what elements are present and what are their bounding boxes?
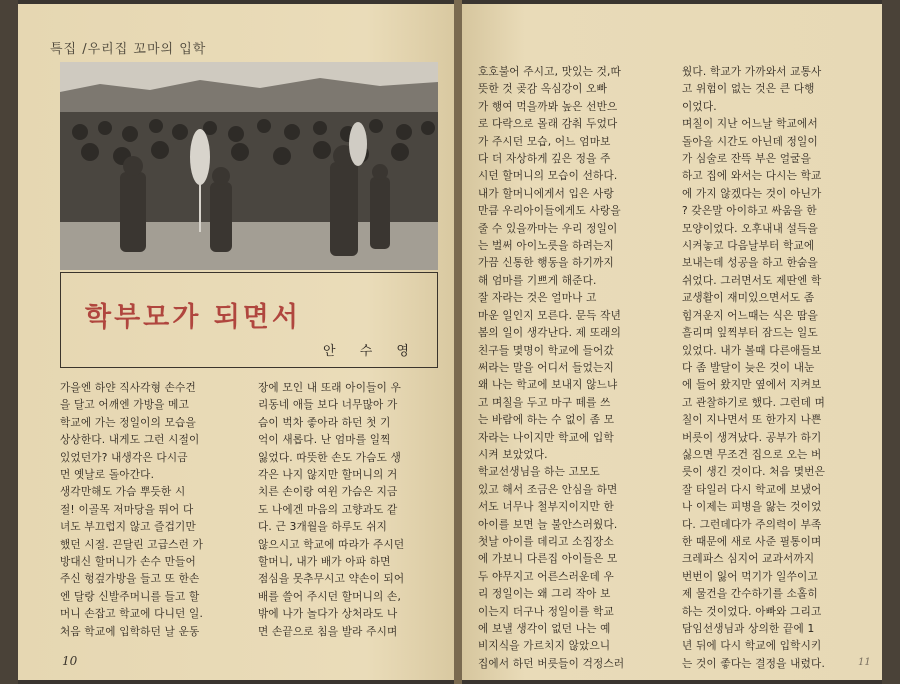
text-line: 보내는데 성공을 하고 한숨을 <box>682 257 818 270</box>
article-author: 안 수 영 <box>323 344 419 359</box>
text-line: 이는지 더구나 정일이를 학교 <box>478 605 614 618</box>
text-line: 에 보낼 생각이 없던 나는 예 <box>478 623 611 635</box>
text-line: 가 주시던 모습, 어느 엄마보 <box>478 135 611 148</box>
text-line: 릇이 생긴 것이다. 처음 몇번은 <box>682 466 826 479</box>
text-line: 않으시고 학교에 따라가 주시던 <box>258 538 405 551</box>
text-line: 하고 집에 와서는 다시는 학교 <box>682 170 822 183</box>
section-label: 특집 /우리집 꼬마의 입학 <box>50 42 207 57</box>
text-line: 크레파스 심지어 교과서까지 <box>682 553 815 566</box>
text-line: 뜻한 것 곶감 옥심강이 오빠 <box>478 83 608 96</box>
text-line: 나 이제는 피병을 앓는 것이었 <box>682 501 822 514</box>
text-line: 호호불어 주시고, 맛있는 것,따 <box>478 66 622 78</box>
text-line: 잘 자라는 것은 얼마나 고 <box>478 292 597 305</box>
text-line: 만큼 우리아이들에게도 사랑을 <box>478 205 621 218</box>
body-column-4 <box>682 64 872 673</box>
text-line: 칠이 지나면서 또 한가지 나쁜 <box>682 414 822 427</box>
text-line: 집에서 하던 버릇들이 걱정스러 <box>478 657 625 670</box>
text-line: 잃었다. 따뜻한 손도 가슴도 생 <box>258 451 402 464</box>
text-line: 해 엄마를 기쁘게 해준다. <box>478 274 597 287</box>
article-title-box <box>60 272 438 368</box>
text-line: 다. 근 3개월을 하루도 쉬지 <box>258 521 388 534</box>
text-line: 에 들어 왔지만 옆에서 지켜보 <box>682 379 822 392</box>
text-line: 돌아올 시간도 아닌데 정일이 <box>682 135 818 148</box>
text-line: 처음 학교에 입학하던 날 운동 <box>60 625 200 638</box>
page-number-right: 11 <box>858 657 871 668</box>
text-line: 첫날 아이를 데리고 소집장소 <box>478 535 614 548</box>
text-line: 밖에 나가 놀다가 상처라도 나 <box>258 608 398 621</box>
text-line: 시켜놓고 다음날부터 학교에 <box>682 240 815 253</box>
text-line: ? 갖은말 아이하고 싸움을 한 <box>682 205 817 218</box>
text-line: 교생활이 재미있으면서도 좀 <box>682 292 815 305</box>
text-line: 는 벌써 아이노릇을 하려는지 <box>478 240 614 253</box>
text-line: 절! 이골목 저마당을 뛰어 다 <box>60 503 194 516</box>
text-line: 쉬었다. 그러면서도 제딴엔 학 <box>682 274 822 287</box>
text-line: 고 관찰하기로 했다. 그런데 며 <box>682 396 826 409</box>
text-line: 에 가보니 다른집 아이들은 모 <box>478 553 618 566</box>
text-line: 학교선생님을 하는 고모도 <box>478 466 600 479</box>
text-line: 하는 것이었다. 아빠와 그리고 <box>682 605 822 618</box>
text-line: 각은 나지 않지만 할머니의 거 <box>258 469 398 482</box>
text-line: 가끔 신통한 행동을 하기까지 <box>478 257 614 270</box>
text-line: 상상한다. 내게도 그런 시절이 <box>60 434 200 447</box>
text-line: 방대신 할머니가 손수 만들어 <box>60 556 196 569</box>
text-line: 번번이 잃어 먹기가 일쑤이고 <box>682 570 818 583</box>
text-line: 이었다. <box>682 100 717 113</box>
text-line: 점심을 못추무시고 약손이 되어 <box>258 573 405 586</box>
text-line: 리동네 애들 보다 너무많아 가 <box>258 399 398 412</box>
text-line: 는 바람에 하는 수 없이 좀 모 <box>478 414 615 427</box>
text-line: 년 뒤에 다시 학교에 입학시키 <box>682 640 822 653</box>
text-line: 비지식을 가르치지 않았으니 <box>478 640 611 653</box>
text-line: 억이 새롭다. 난 엄마를 일찍 <box>258 434 391 447</box>
text-line: 아이를 보면 늘 불안스러웠다. <box>478 518 618 531</box>
crowd-photo <box>60 62 438 270</box>
text-line: 먼 옛날로 돌아간다. <box>60 469 155 482</box>
text-line: 가을엔 하얀 직사각형 손수건 <box>60 382 196 394</box>
text-line: 다. 그런데다가 주의력이 부족 <box>682 518 822 531</box>
text-line: 친구들 몇명이 학교에 들어갔 <box>478 344 614 357</box>
text-line: 는 것이 좋다는 결정을 내렸다. <box>682 657 826 670</box>
text-line: 모양이었다. 오후내내 설득을 <box>682 222 818 235</box>
book-edge-left <box>0 0 18 684</box>
text-line: 힘겨운지 어느때는 식은 땀을 <box>682 309 818 322</box>
text-line: 두 야무지고 어른스러운데 우 <box>478 570 614 583</box>
text-line: 서도 너무나 철부지이지만 한 <box>478 501 614 514</box>
text-line: 녀도 부끄럽지 않고 즐겁기만 <box>60 521 196 534</box>
text-line: 줄 수 있을까마는 우리 정일이 <box>478 222 618 235</box>
text-line: 잘 타일러 다시 학교에 보냈어 <box>682 483 822 496</box>
text-line: 배를 쓸어 주시던 할머니의 손, <box>258 590 402 603</box>
text-line: 며칠이 지난 어느날 학교에서 <box>682 118 818 131</box>
text-line: 다 더 자상하게 깊은 정을 주 <box>478 153 611 166</box>
text-line: 할머니, 내가 배가 아파 하면 <box>258 556 391 569</box>
text-line: 도 나에겐 마음의 고향과도 같 <box>258 503 398 516</box>
text-line: 있고 해서 조금은 안심을 하면 <box>478 483 618 496</box>
text-line: 리 정일이는 왜 그리 작아 보 <box>478 588 611 601</box>
text-line: 장에 모인 내 또래 아이들이 우 <box>258 382 402 394</box>
article-title: 학부모가 되면서 <box>85 302 301 333</box>
text-line: 봄의 일이 생각난다. 제 또래의 <box>478 327 622 340</box>
text-line: 머니 손잡고 학교에 다니던 일. <box>60 608 204 621</box>
text-line: 버릇이 생겨났다. 공부가 하기 <box>682 431 822 444</box>
text-line: 엔 달랑 신발주머니를 들고 할 <box>60 590 200 603</box>
text-line: 학교에 가는 정일이의 모습을 <box>60 416 196 429</box>
text-line: 싫으면 무조건 집으로 오는 버 <box>682 448 822 461</box>
crowd-photo-image <box>60 62 438 270</box>
text-line: 마운 일인지 모른다. 문득 작년 <box>478 309 622 322</box>
page-number-left: 10 <box>62 654 78 668</box>
text-line: 웠다. 학교가 가까와서 교통사 <box>682 66 822 78</box>
book-edge-right <box>882 0 900 684</box>
text-line: 왜 나는 학교에 보내지 않느냐 <box>478 379 618 392</box>
text-line: 담임선생님과 상의한 끝에 1 <box>682 623 815 635</box>
text-line: 고 며칠을 두고 마구 떼를 쓰 <box>478 396 611 409</box>
text-line: 흘리며 잎찍부터 잠드는 일도 <box>682 327 818 340</box>
body-column-3 <box>478 64 668 673</box>
text-line: 생각만해도 가슴 뿌듯한 시 <box>60 486 186 499</box>
text-line: 주신 헝겊가방을 들고 또 한손 <box>60 573 200 586</box>
text-line: 제 물건을 간수하기를 소홀히 <box>682 588 818 601</box>
text-line: 치른 손이랑 여윈 가슴은 지금 <box>258 486 398 499</box>
text-line: 써라는 말을 어디서 들었는지 <box>478 361 614 374</box>
text-line: 시켜 보았었다. <box>478 448 548 461</box>
text-line: 자라는 나이지만 학교에 입학 <box>478 431 614 444</box>
text-line: 에 가지 않겠다는 것이 아닌가 <box>682 187 822 200</box>
text-line: 한 때문에 새로 사준 필통이며 <box>682 535 822 548</box>
body-column-1 <box>60 380 260 641</box>
book-gutter <box>454 0 462 684</box>
text-line: 슴이 벅차 좋아라 하던 첫 기 <box>258 416 391 429</box>
text-line: 있었다. 내가 볼때 다른애들보 <box>682 344 822 357</box>
text-line: 시던 할머니의 모습이 선하다. <box>478 170 618 183</box>
text-line: 다 좀 발달이 늦은 것이 내눈 <box>682 361 815 374</box>
text-line: 있었던가? 내생각은 다시금 <box>60 451 188 464</box>
text-line: 가 심술로 잔뜩 부은 얼굴을 <box>682 153 812 166</box>
text-line: 고 위험이 없는 것은 큰 다행 <box>682 83 815 96</box>
text-line: 면 손끝으로 침을 발라 주시며 <box>258 625 398 638</box>
text-line: 내가 할머니에게서 입은 사랑 <box>478 187 614 200</box>
text-line: 로 다락으로 몰래 감춰 두었다 <box>478 118 618 131</box>
text-line: 했던 시절. 끈달린 고급스런 가 <box>60 538 204 551</box>
body-column-2 <box>258 380 448 641</box>
text-line: 을 달고 어깨엔 가방을 메고 <box>60 399 190 412</box>
text-line: 가 행여 먹을까봐 높은 선반으 <box>478 100 618 113</box>
